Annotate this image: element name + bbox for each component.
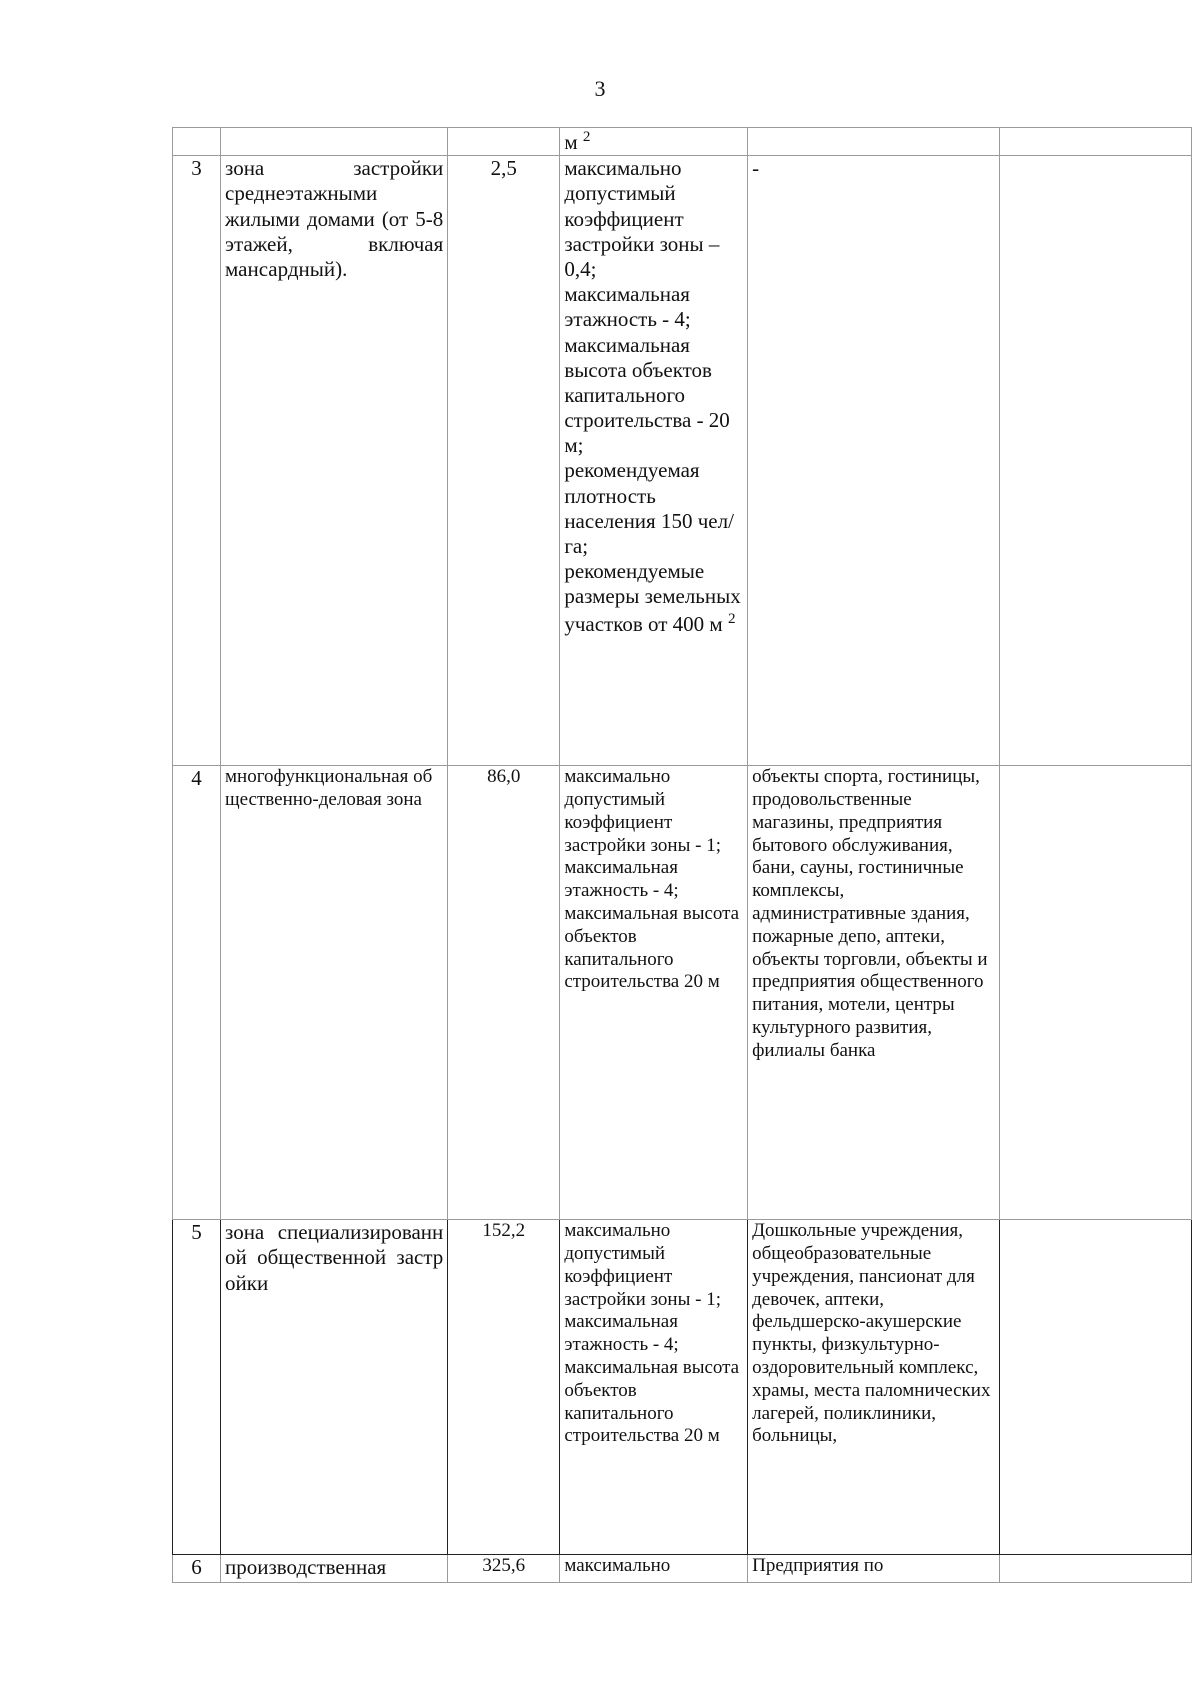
table-row bbox=[173, 156, 1192, 766]
objects-cell: Предприятия по bbox=[748, 1555, 1000, 1583]
zones-table bbox=[172, 127, 1192, 1583]
table-row bbox=[173, 1220, 1192, 1555]
zone-name-cell: зона застройки среднеэтажными жилыми домами (от 5-8 этажей, включая мансардный). bbox=[221, 156, 448, 766]
unit-superscript: 2 bbox=[582, 129, 591, 145]
params-text: м bbox=[564, 130, 578, 154]
objects-cell: объекты спорта, гостиницы, продовольственные магазины, предприятия бытового обслуживания, бани, сауны, гостиничные комплексы, административные здания, пожарные депо, аптеки, объекты торговли, объекты и предприятия общественного питания, мотели, центры культурного развития, филиалы банка bbox=[748, 766, 1000, 1220]
row-number-cell: 5 bbox=[173, 1220, 221, 1555]
area-cell bbox=[448, 128, 560, 156]
notes-cell bbox=[999, 1555, 1191, 1583]
zone-name-cell: зона специализированной общественной застройки bbox=[221, 1220, 448, 1555]
area-cell: 152,2 bbox=[448, 1220, 560, 1555]
objects-cell bbox=[748, 128, 1000, 156]
notes-cell bbox=[999, 156, 1191, 766]
page-number: 3 bbox=[594, 76, 606, 101]
params-cell bbox=[560, 156, 748, 766]
params-cell: максимально допустимый коэффициент застройки зоны - 1; максимальная этажность - 4; максимальная высота объектов капитального строительства 20 м bbox=[560, 766, 748, 1220]
params-text: максимально допустимый коэффициент застройки зоны – 0,4; максимальная этажность - 4; максимальная высота объектов капитального строительства - 20 м; рекомендуемая плотность населения 150 чел/га; рекомендуемые размеры земельных участков от 400 м bbox=[564, 156, 741, 636]
objects-cell: Дошкольные учреждения, общеобразовательные учреждения, пансионат для девочек, аптеки, фельдшерско-акушерские пункты, физкультурно-оздоровительный комплекс, храмы, места паломнических лагерей, поликлиники, больницы, bbox=[748, 1220, 1000, 1555]
row-number-cell: 6 bbox=[173, 1555, 221, 1583]
row-number-cell: 3 bbox=[173, 156, 221, 766]
area-cell: 325,6 bbox=[448, 1555, 560, 1583]
table-row bbox=[173, 128, 1192, 156]
zone-name-cell: производственная bbox=[221, 1555, 448, 1583]
unit-superscript: 2 bbox=[727, 610, 736, 627]
params-cell: максимально допустимый коэффициент застройки зоны - 1; максимальная этажность - 4; максимальная высота объектов капитального строительства 20 м bbox=[560, 1220, 748, 1555]
notes-cell bbox=[999, 128, 1191, 156]
zone-name-cell bbox=[221, 128, 448, 156]
params-cell: максимально bbox=[560, 1555, 748, 1583]
table-row bbox=[173, 766, 1192, 1220]
objects-cell: - bbox=[748, 156, 1000, 766]
area-cell: 2,5 bbox=[448, 156, 560, 766]
table-row bbox=[173, 1555, 1192, 1583]
zone-name-cell: многофункциональная общественно-деловая зона bbox=[221, 766, 448, 1220]
row-number-cell bbox=[173, 128, 221, 156]
params-cell bbox=[560, 128, 748, 156]
area-cell: 86,0 bbox=[448, 766, 560, 1220]
notes-cell bbox=[999, 766, 1191, 1220]
row-number-cell: 4 bbox=[173, 766, 221, 1220]
notes-cell bbox=[999, 1220, 1191, 1555]
